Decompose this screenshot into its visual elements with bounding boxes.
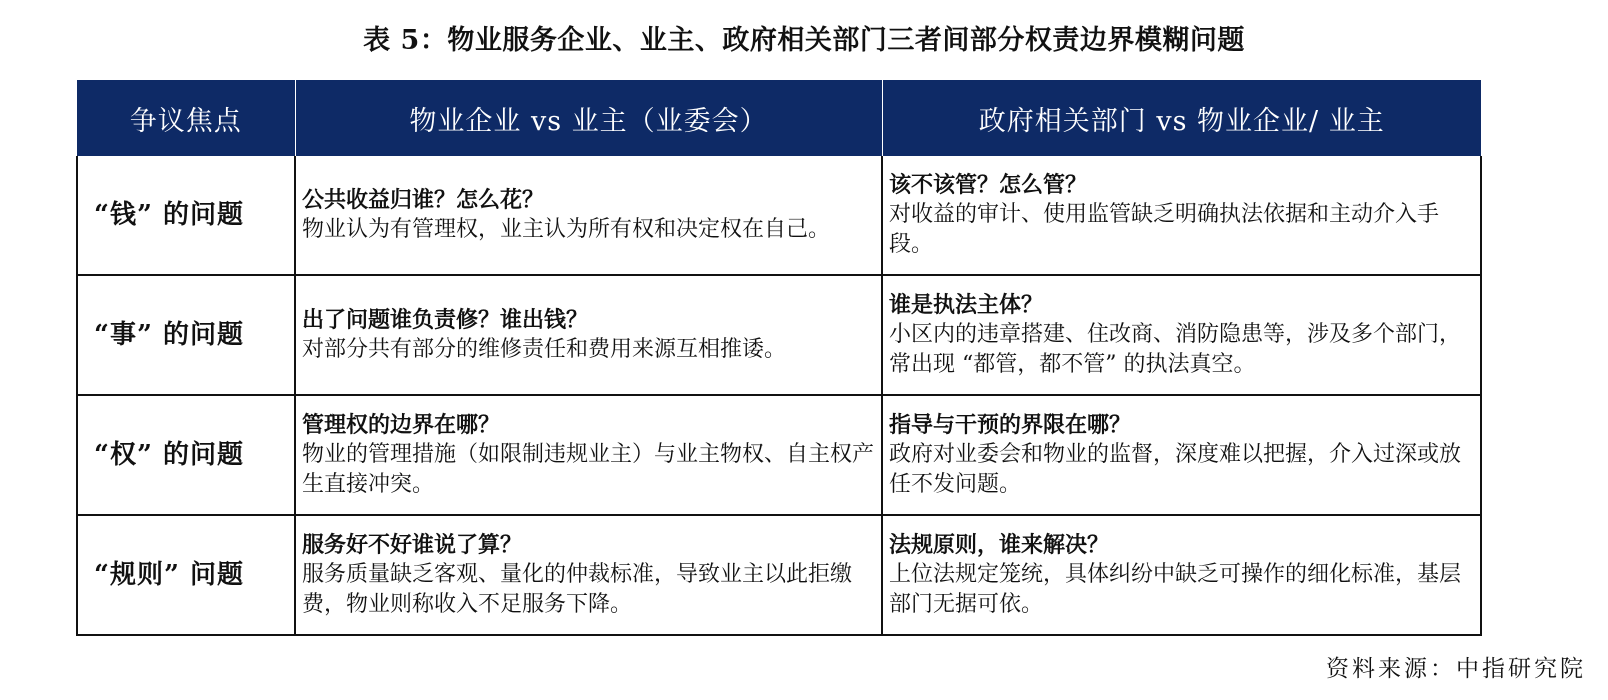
source-note: 资料来源：中指研究院 bbox=[1326, 656, 1586, 682]
cell-answer: 服务质量缺乏客观、量化的仲裁标准，导致业主以此拒缴费，物业则称收入不足服务下降。 bbox=[302, 562, 853, 617]
cell-question: 该不该管？怎么管？ bbox=[889, 172, 1088, 198]
row-focus: “权” 的问题 bbox=[77, 395, 295, 515]
cell-question: 服务好不好谁说了算？ bbox=[302, 532, 523, 558]
cell-property-owner bbox=[295, 515, 882, 635]
cell-answer: 小区内的违章搭建、住改商、消防隐患等，涉及多个部门，常出现 “都管，都不管” 的执法真空。 bbox=[889, 322, 1462, 377]
cell-answer: 上位法规定笼统，具体纠纷中缺乏可操作的细化标准，基层部门无据可依。 bbox=[889, 562, 1462, 617]
cell-question: 指导与干预的界限在哪？ bbox=[889, 412, 1132, 438]
table-row bbox=[77, 275, 1481, 395]
cell-question: 公共收益归谁？怎么花？ bbox=[302, 187, 545, 213]
cell-answer: 对收益的审计、使用监管缺乏明确执法依据和主动介入手段。 bbox=[889, 202, 1440, 257]
cell-question: 管理权的边界在哪？ bbox=[302, 412, 501, 438]
cell-property-owner bbox=[295, 275, 882, 395]
table-title: 表 5：物业服务企业、业主、政府相关部门三者间部分权责边界模糊问题 bbox=[363, 25, 1245, 56]
table-header-row bbox=[77, 80, 1481, 156]
cell-question: 谁是执法主体？ bbox=[889, 292, 1044, 318]
cell-answer: 物业的管理措施（如限制违规业主）与业主物权、自主权产生直接冲突。 bbox=[302, 442, 875, 497]
issues-table bbox=[76, 80, 1482, 636]
header-government-vs-property: 政府相关部门 vs 物业企业/ 业主 bbox=[882, 80, 1481, 156]
cell-government bbox=[882, 156, 1481, 275]
cell-government bbox=[882, 275, 1481, 395]
table-row bbox=[77, 395, 1481, 515]
table-row bbox=[77, 515, 1481, 635]
row-focus: “事” 的问题 bbox=[77, 275, 295, 395]
cell-question: 出了问题谁负责修？谁出钱？ bbox=[302, 307, 589, 333]
cell-question: 法规原则，谁来解决？ bbox=[889, 532, 1110, 558]
cell-government bbox=[882, 515, 1481, 635]
cell-answer: 政府对业委会和物业的监督，深度难以把握，介入过深或放任不发问题。 bbox=[889, 442, 1462, 497]
cell-property-owner bbox=[295, 395, 882, 515]
cell-answer: 对部分共有部分的维修责任和费用来源互相推诿。 bbox=[302, 337, 787, 362]
row-focus: “规则” 问题 bbox=[77, 515, 295, 635]
header-focus: 争议焦点 bbox=[77, 80, 295, 156]
cell-answer: 物业认为有管理权，业主认为所有权和决定权在自己。 bbox=[302, 217, 831, 242]
table-row bbox=[77, 156, 1481, 275]
row-focus: “钱” 的问题 bbox=[77, 156, 295, 275]
cell-government bbox=[882, 395, 1481, 515]
header-property-vs-owner: 物业企业 vs 业主（业委会） bbox=[295, 80, 882, 156]
cell-property-owner bbox=[295, 156, 882, 275]
